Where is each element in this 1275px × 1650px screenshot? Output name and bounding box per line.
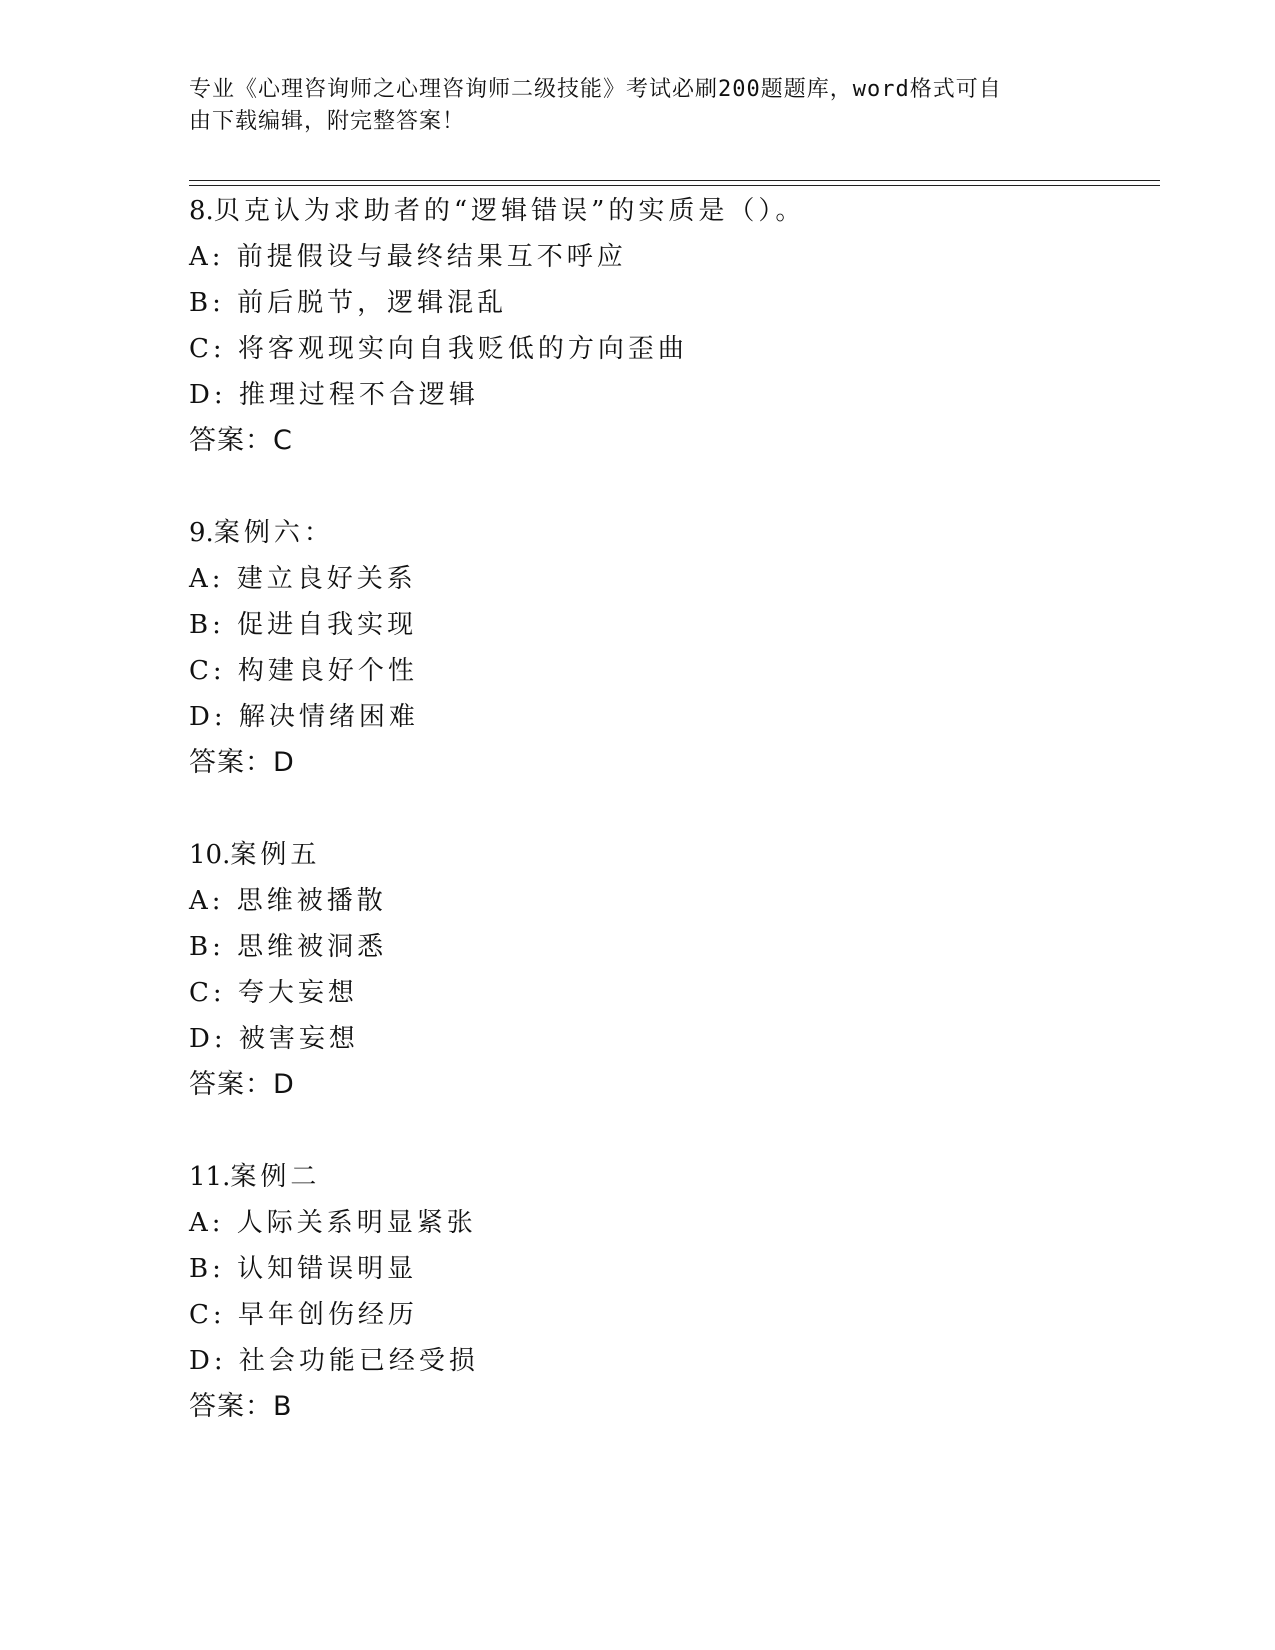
option-d: D: 社会功能已经受损 xyxy=(189,1346,479,1376)
question-number: 10. xyxy=(189,840,231,870)
question-9 xyxy=(189,510,1149,786)
question-stem xyxy=(189,832,1149,878)
question-text: 案例二 xyxy=(230,1162,321,1192)
question-10 xyxy=(189,832,1149,1108)
option-d: D: 被害妄想 xyxy=(189,1024,359,1054)
question-text: 贝克认为求助者的“逻辑错误”的实质是（）。 xyxy=(213,196,806,226)
header-line-1: 专业《心理咨询师之心理咨询师二级技能》考试必刷200题题库，word格式可自 xyxy=(189,77,1002,102)
answer-line: 答案：B xyxy=(189,1391,293,1422)
header-line-2: 由下载编辑，附完整答案！ xyxy=(189,109,466,134)
question-number: 11. xyxy=(189,1162,231,1192)
header-divider-bottom xyxy=(189,185,1160,186)
option-c: C: 夸大妄想 xyxy=(189,978,358,1008)
option-b: B: 前后脱节，逻辑混乱 xyxy=(189,288,508,318)
option-a: A: 建立良好关系 xyxy=(189,564,417,594)
document-header xyxy=(189,74,1089,138)
option-d: D: 解决情绪困难 xyxy=(189,702,419,732)
option-b: B: 思维被洞悉 xyxy=(189,932,388,962)
question-stem xyxy=(189,510,1149,556)
option-d: D: 推理过程不合逻辑 xyxy=(189,380,479,410)
option-c: C: 将客观现实向自我贬低的方向歪曲 xyxy=(189,334,688,364)
option-a: A: 思维被播散 xyxy=(189,886,387,916)
question-text: 案例五 xyxy=(230,840,321,870)
question-number: 8. xyxy=(189,196,214,226)
option-c: C: 早年创伤经历 xyxy=(189,1300,418,1330)
answer-line: 答案：D xyxy=(189,747,295,778)
answer-line: 答案：C xyxy=(189,425,293,456)
option-c: C: 构建良好个性 xyxy=(189,656,418,686)
option-a: A: 人际关系明显紧张 xyxy=(189,1208,477,1238)
question-number: 9. xyxy=(189,518,214,548)
question-11 xyxy=(189,1154,1149,1430)
question-list xyxy=(189,188,1149,1476)
question-8 xyxy=(189,188,1149,464)
header-divider-top xyxy=(189,180,1160,181)
question-text: 案例六： xyxy=(213,518,334,548)
question-stem xyxy=(189,1154,1149,1200)
answer-line: 答案：D xyxy=(189,1069,295,1100)
option-b: B: 促进自我实现 xyxy=(189,610,418,640)
option-b: B: 认知错误明显 xyxy=(189,1254,418,1284)
question-stem xyxy=(189,188,1149,234)
option-a: A: 前提假设与最终结果互不呼应 xyxy=(189,242,627,272)
